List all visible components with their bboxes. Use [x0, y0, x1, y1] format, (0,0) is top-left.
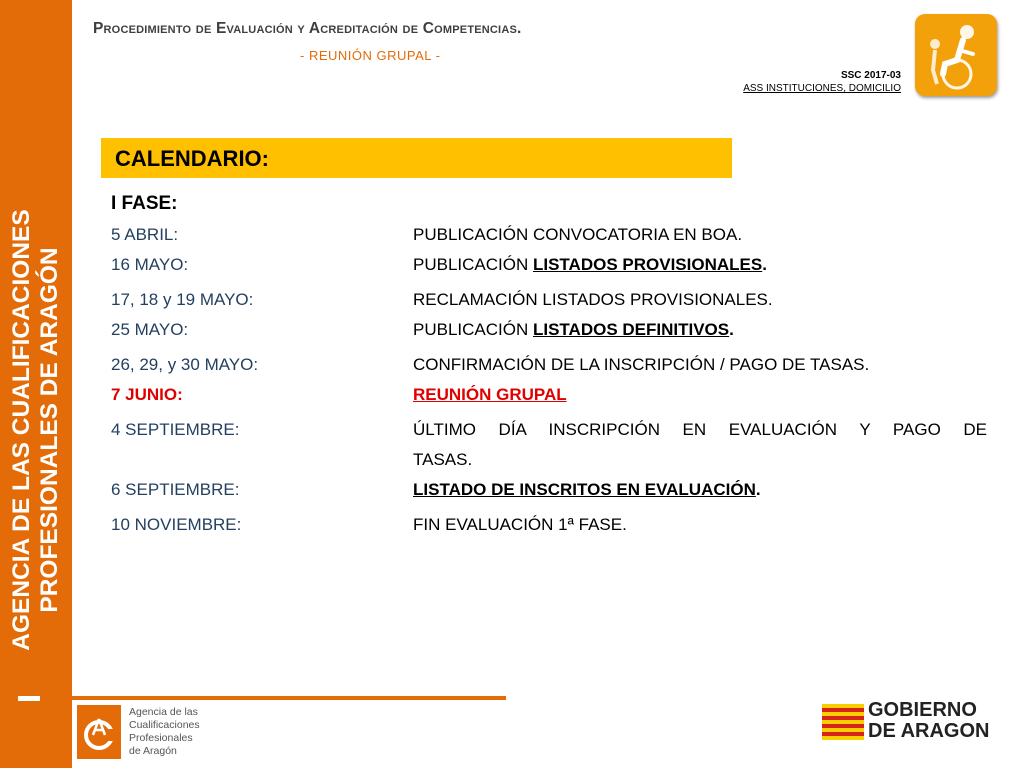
row-date: 6 SEPTIEMBRE: [111, 480, 240, 499]
calendar-banner [101, 138, 732, 178]
sidebar [0, 0, 72, 768]
row-date: 5 ABRIL: [111, 225, 179, 244]
sidebar-line-2: PROFESIONALES DE ARAGÓN [36, 247, 63, 613]
calendar-title: CALENDARIO: [115, 146, 269, 171]
wheelchair-logo-icon [915, 14, 997, 96]
row-date: 26, 29, y 30 MAYO: [111, 355, 259, 374]
acpa-logo-text: Agencia de las Cualificaciones Profesionales de Aragón [129, 706, 200, 757]
row-text: RECLAMACIÓN LISTADOS PROVISIONALES. [413, 290, 773, 309]
row-date: 4 SEPTIEMBRE: [111, 420, 240, 439]
sidebar-line-1: AGENCIA DE LAS CUALIFICACIONES [8, 209, 35, 651]
row-text: PUBLICACIÓN LISTADOS DEFINITIVOS. [413, 320, 734, 339]
row-text: ÚLTIMO DÍA INSCRIPCIÓN EN EVALUACIÓN Y PAGO DE [413, 420, 987, 439]
row-text: PUBLICACIÓN LISTADOS PROVISIONALES. [413, 255, 767, 274]
header-title: Procedimiento de Evaluación y Acreditación de Competencias. [93, 20, 522, 37]
row-text-continued: TASAS. [413, 450, 473, 469]
row-date: 16 MAYO: [111, 255, 189, 274]
row-text: FIN EVALUACIÓN 1ª FASE. [413, 515, 627, 534]
row-date: 10 NOVIEMBRE: [111, 515, 242, 534]
footer-divider [72, 696, 506, 700]
row-text: LISTADO DE INSCRITOS EN EVALUACIÓN. [413, 480, 761, 499]
header-subtitle: - REUNIÓN GRUPAL - [300, 48, 441, 63]
course-code-subtitle: ASS INSTITUCIONES, DOMICILIO [743, 83, 901, 94]
aragon-flag-icon [822, 704, 864, 740]
phase-title: I FASE: [111, 193, 178, 214]
row-date: 25 MAYO: [111, 320, 189, 339]
row-text: PUBLICACIÓN CONVOCATORIA EN BOA. [413, 225, 743, 244]
acpa-logo-icon [77, 705, 121, 759]
course-code: SSC 2017-03 [840, 70, 901, 81]
sidebar-divider [18, 696, 40, 701]
sidebar-vertical-text [0, 0, 72, 690]
row-text: REUNIÓN GRUPAL [413, 385, 567, 404]
gobierno-aragon-logo: GOBIERNO DE ARAGON [868, 699, 990, 742]
row-date: 7 JUNIO: [111, 385, 183, 404]
row-date: 17, 18 y 19 MAYO: [111, 290, 254, 309]
row-text: CONFIRMACIÓN DE LA INSCRIPCIÓN / PAGO DE TASAS. [413, 355, 870, 374]
